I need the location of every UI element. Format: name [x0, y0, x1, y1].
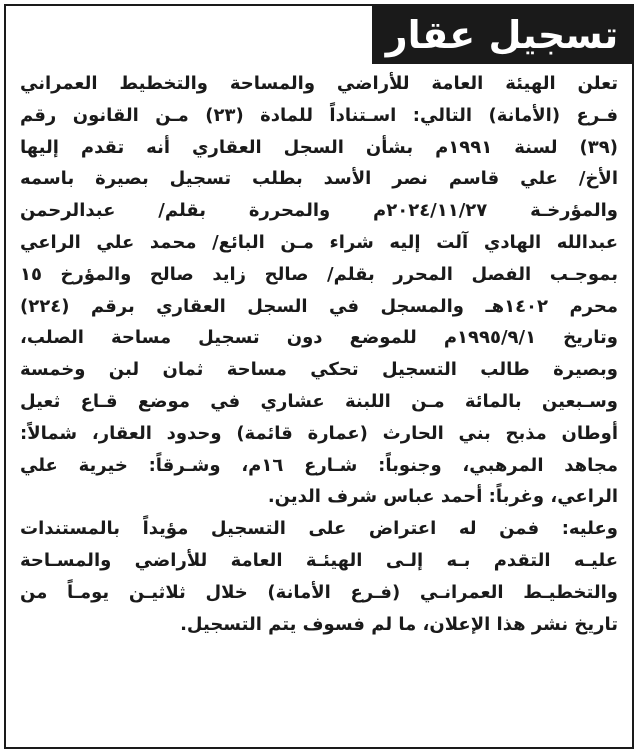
text-line: والمؤرخـة ٢٠٢٤/١١/٢٧م والمحررة بقلم/ عبدالرحمن [20, 200, 618, 222]
text-line: عبدالله الهادي آلت إليه شراء مـن البائع/ محمد علي الراعي [20, 231, 618, 253]
text-line: والتخطيـط العمرانـي (فـرع الأمانة) خلال ثلاثيـن يومـاً من [20, 581, 618, 603]
text-line: أوطان مذبح بني الحارث (عمارة قائمة) وحدود العقار، شمالاً: [20, 422, 618, 444]
text-line: فـرع (الأمانة) التالي: اسـتناداً للمادة (٢٣) مـن القانون رقم [20, 104, 618, 126]
text-line: الراعي، وغرباً: أحمد عباس شرف الدين. [267, 486, 618, 508]
text-line: الأخ/ علي قاسم نصر الأسد بطلب تسجيل بصيرة باسمه [20, 168, 618, 190]
text-line: (٣٩) لسنة ١٩٩١م بشأن السجل العقاري أنه تقدم إليها [20, 136, 618, 158]
text-line: محرم ١٤٠٢هـ والمسجل في السجل العقاري برقم (٢٢٤) [20, 295, 618, 317]
text-line: تعلن الهيئة العامة للأراضي والمساحة والتخطيط العمراني [20, 73, 618, 94]
text-line: وتاريخ ١٩٩٥/٩/١م للموضع دون تسجيل مساحة الصلب، [20, 327, 618, 349]
text-line: وسـبعين بالمائة مـن اللبنة عشاري في موضع قـاع ثعيل [20, 390, 618, 412]
text-line: مجاهد المرهبي، وجنوباً: شـارع ١٦م، وشـرقاً: خيرية علي [20, 454, 619, 476]
real-estate-registration-notice [4, 4, 634, 749]
notice-body [20, 68, 618, 640]
text-line: وبصيرة طالب التسجيل تحكي مساحة ثمان لبن وخمسة [20, 359, 618, 381]
text-line: عليـه التقدم بـه إلـى الهيئـة العامة للأراضي والمسـاحة [20, 549, 618, 571]
text-line: تاريخ نشر هذا الإعلان، ما لم فسوف يتم التسجيل. [180, 613, 618, 635]
title-banner [372, 6, 632, 64]
text-line: بموجـب الفصل المحرر بقلم/ صالح زايد صالح والمؤرخ ١٥ [20, 263, 618, 285]
text-line: وعليه: فمن له اعتراض على التسجيل مؤيداً بالمستندات [20, 518, 618, 540]
notice-title: تسجيل عقار [385, 13, 619, 57]
